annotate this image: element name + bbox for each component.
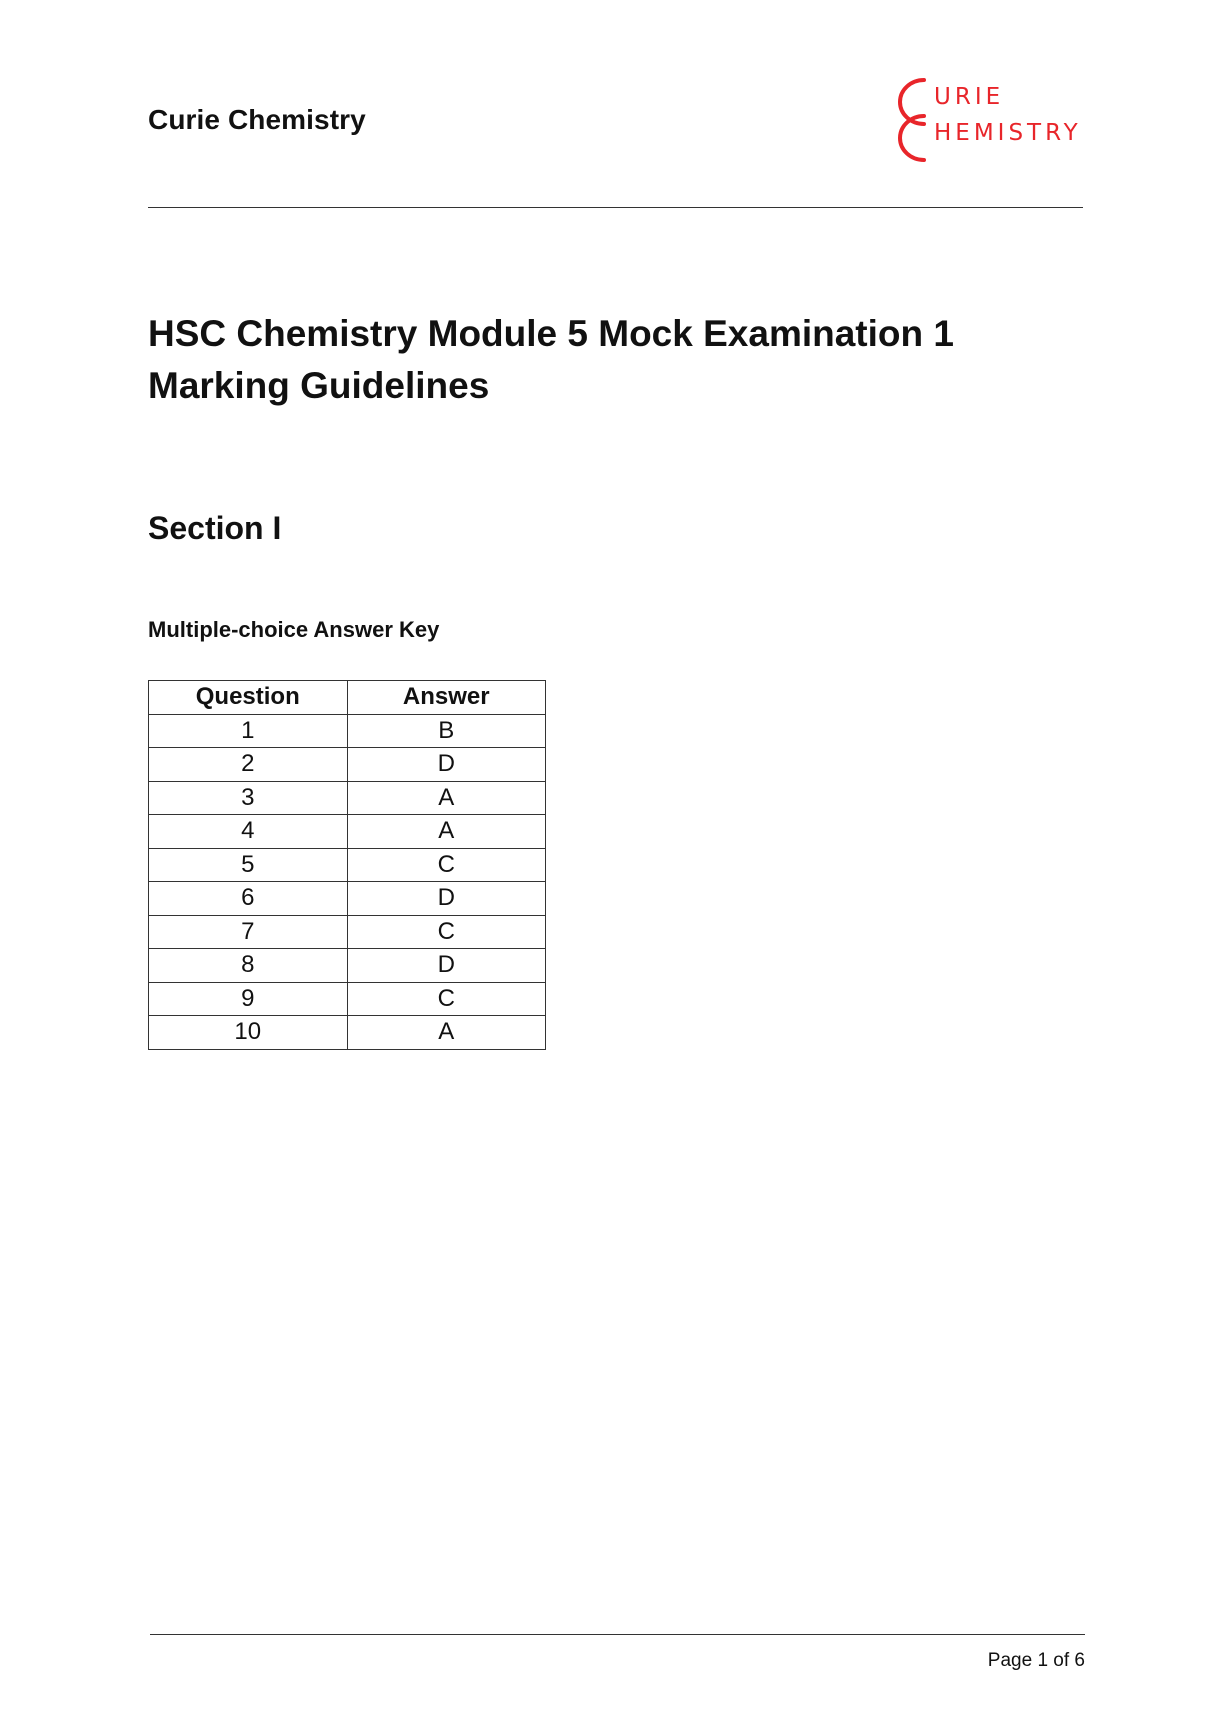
table-row [149, 781, 546, 815]
answer-key-table [148, 680, 546, 1050]
question-number: 5 [149, 848, 348, 882]
document-title [148, 308, 954, 412]
table-header-row [149, 681, 546, 715]
question-number: 8 [149, 949, 348, 983]
logo-line-2: HEMISTRY [934, 120, 1082, 146]
table-row [149, 1016, 546, 1050]
column-header-answer: Answer [347, 681, 546, 715]
table-row [149, 848, 546, 882]
answer-letter: A [347, 815, 546, 849]
question-number: 2 [149, 748, 348, 782]
page-number: Page 1 of 6 [987, 1650, 1085, 1671]
answer-letter: A [347, 781, 546, 815]
answer-letter: C [347, 848, 546, 882]
question-number: 6 [149, 882, 348, 916]
answer-letter: D [347, 882, 546, 916]
curie-chemistry-logo [880, 72, 1085, 168]
section-heading: Section I [148, 510, 282, 546]
answer-letter: D [347, 748, 546, 782]
table-row [149, 882, 546, 916]
answer-letter: C [347, 915, 546, 949]
footer-divider [150, 1634, 1085, 1635]
table-row [149, 982, 546, 1016]
answer-letter: D [347, 949, 546, 983]
question-number: 4 [149, 815, 348, 849]
question-number: 1 [149, 714, 348, 748]
table-row [149, 815, 546, 849]
question-number: 9 [149, 982, 348, 1016]
column-header-question: Question [149, 681, 348, 715]
document-title-line-1: HSC Chemistry Module 5 Mock Examination 1 [148, 313, 954, 354]
answer-letter: C [347, 982, 546, 1016]
answer-letter: A [347, 1016, 546, 1050]
table-row [149, 949, 546, 983]
table-row [149, 748, 546, 782]
header-title: Curie Chemistry [148, 104, 366, 135]
question-number: 3 [149, 781, 348, 815]
header-divider [148, 207, 1083, 208]
question-number: 10 [149, 1016, 348, 1050]
answer-key-heading: Multiple-choice Answer Key [148, 617, 440, 642]
question-number: 7 [149, 915, 348, 949]
table-row [149, 915, 546, 949]
document-title-line-2: Marking Guidelines [148, 365, 490, 406]
answer-letter: B [347, 714, 546, 748]
logo-line-1: URIE [934, 84, 1005, 110]
table-row [149, 714, 546, 748]
